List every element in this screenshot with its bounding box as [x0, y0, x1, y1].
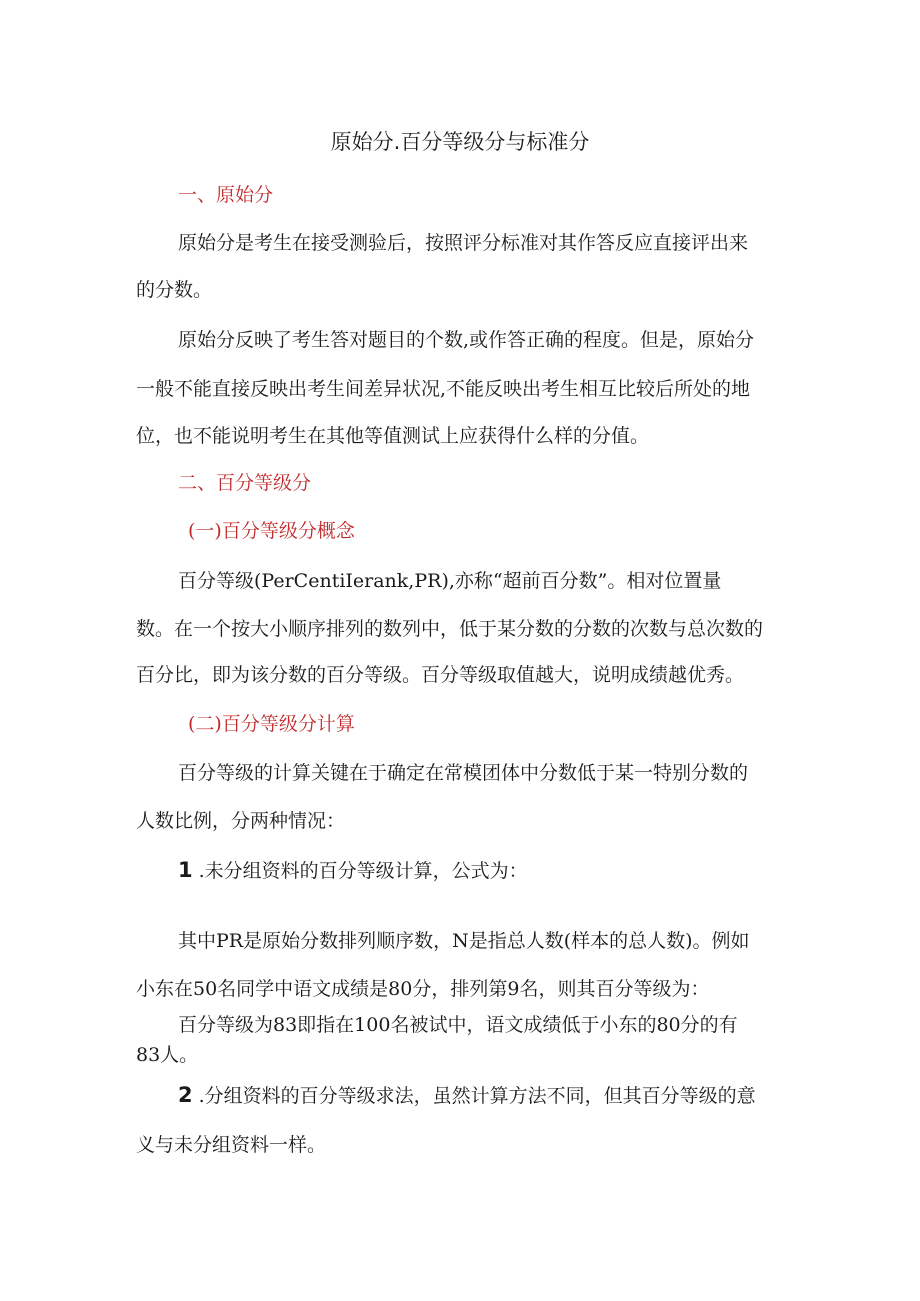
subsection-heading-calculation: (二)百分等级分计算	[188, 713, 355, 735]
section-heading-raw-score: 一、原始分	[178, 184, 274, 206]
paragraph-line: 百分等级(PerCentiIerank,PR),亦称“超前百分数”。相对位置量	[178, 570, 722, 592]
paragraph-line: 83人。	[136, 1044, 199, 1066]
paragraph-line: 一般不能直接反映出考生间差异状况,不能反映出考生相互比较后所处的地	[136, 378, 751, 400]
paragraph-line: 其中PR是原始分数排列顺序数，N是指总人数(样本的总人数)。例如	[178, 930, 750, 952]
paragraph-line: 小东在50名同学中语文成绩是80分，排列第9名，则其百分等级为：	[136, 978, 710, 1000]
list-item-text: .分组资料的百分等级求法，虽然计算方法不同，但其百分等级的意	[198, 1085, 756, 1107]
page-title: 原始分.百分等级分与标准分	[330, 130, 590, 154]
paragraph-line: 位，也不能说明考生在其他等值测试上应获得什么样的分值。	[136, 425, 650, 447]
paragraph-line: 原始分反映了考生答对题目的个数,或作答正确的程度。但是，原始分	[178, 329, 755, 351]
list-item-text: .未分组资料的百分等级计算，公式为：	[198, 860, 528, 882]
list-number: 1	[178, 858, 193, 882]
subsection-heading-concept: (一)百分等级分概念	[188, 520, 355, 542]
list-item-grouped	[178, 1081, 756, 1108]
paragraph-line: 百分等级的计算关键在于确定在常模团体中分数低于某一特别分数的	[178, 762, 749, 784]
paragraph-line: 数。在一个按大小顺序排列的数列中，低于某分数的分数的次数与总次数的	[136, 618, 764, 640]
section-heading-percentile: 二、百分等级分	[178, 472, 312, 494]
paragraph-line: 原始分是考生在接受测验后，按照评分标准对其作答反应直接评出来	[178, 232, 749, 254]
paragraph-line: 人数比例，分两种情况：	[136, 810, 346, 832]
list-item-ungrouped	[178, 856, 528, 883]
list-number: 2	[178, 1083, 193, 1107]
paragraph-line: 义与未分组资料一样。	[136, 1134, 327, 1156]
paragraph-line: 的分数。	[136, 279, 213, 301]
paragraph-line: 百分等级为83即指在100名被试中，语文成绩低于小东的80分的有	[178, 1014, 738, 1036]
paragraph-line: 百分比，即为该分数的百分等级。百分等级取值越大，说明成绩越优秀。	[136, 664, 745, 686]
